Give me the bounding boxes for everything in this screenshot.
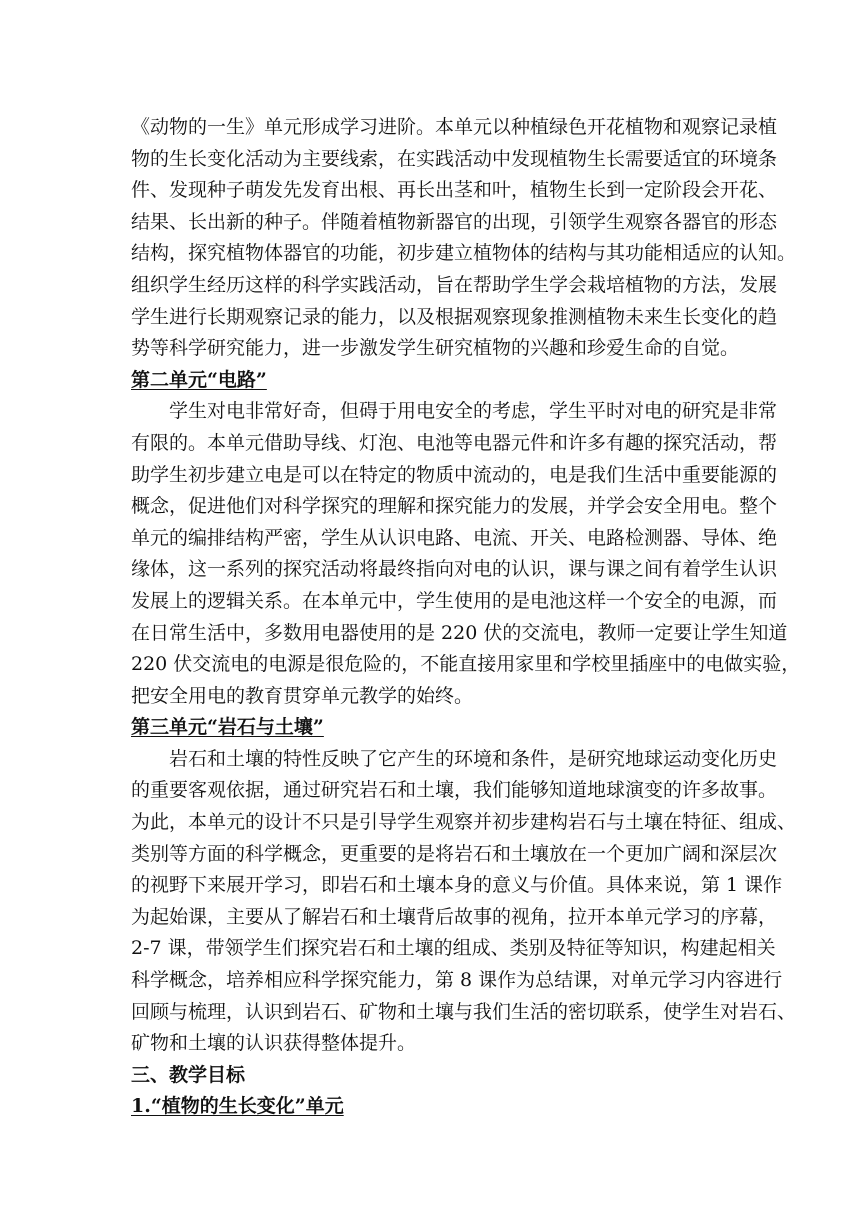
unit2-paragraph [131, 396, 801, 712]
paragraph-line: 2-7 课，带领学生们探究岩石和土壤的组成、类别及特征等知识，构建起相关 [131, 937, 776, 960]
paragraph-line: 结构，探究植物体器官的功能，初步建立植物体的结构与其功能相适应的认知。 [131, 242, 797, 265]
paragraph-line: 为起始课，主要从了解岩石和土壤背后故事的视角，拉开本单元学习的序幕， [131, 905, 778, 928]
paragraph-line: 的重要客观依据，通过研究岩石和土壤，我们能够知道地球演变的许多故事。 [131, 779, 778, 802]
document-body [131, 112, 801, 1123]
paragraph-line: 的视野下来展开学习，即岩石和土壤本身的意义与价值。具体来说，第 1 课作 [131, 874, 783, 897]
paragraph-line: 把安全用电的教育贯穿单元教学的始终。 [131, 684, 474, 707]
intro-paragraph [131, 112, 797, 365]
goal1-heading: 1.“植物的生长变化”单元 [131, 1095, 344, 1118]
paragraph-line: 结果、长出新的种子。伴随着植物新器官的出现，引领学生观察各器官的形态 [131, 210, 778, 233]
paragraph-line: 学生对电非常好奇，但碍于用电安全的考虑，学生平时对电的研究是非常 [169, 400, 778, 423]
paragraph-line: 科学概念，培养相应科学探究能力，第 8 课作为总结课，对单元学习内容进行 [131, 969, 783, 992]
paragraph-line: 岩石和土壤的特性反映了它产生的环境和条件，是研究地球运动变化历史 [169, 747, 778, 770]
paragraph-line: 220 伏交流电的电源是很危险的，不能直接用家里和学校里插座中的电做实验， [131, 653, 801, 676]
paragraph-line: 单元的编排结构严密，学生从认识电路、电流、开关、电路检测器、导体、绝 [131, 526, 778, 549]
paragraph-line: 为此，本单元的设计不只是引导学生观察并初步建构岩石与土壤在特征、组成、 [131, 811, 797, 834]
paragraph-line: 在日常生活中，多数用电器使用的是 220 伏的交流电，教师一定要让学生知道 [131, 621, 788, 644]
paragraph-line: 发展上的逻辑关系。在本单元中，学生使用的是电池这样一个安全的电源，而 [131, 589, 778, 612]
paragraph-line: 组织学生经历这样的科学实践活动，旨在帮助学生学会栽培植物的方法，发展 [131, 273, 778, 296]
paragraph-line: 缘体，这一系列的探究活动将最终指向对电的认识，课与课之间有着学生认识 [131, 558, 778, 581]
section-heading-teaching-goals: 三、教学目标 [131, 1063, 246, 1086]
paragraph-line: 势等科学研究能力，进一步激发学生研究植物的兴趣和珍爱生命的自觉。 [131, 337, 740, 360]
paragraph-line: 矿物和土壤的认识获得整体提升。 [131, 1032, 417, 1055]
paragraph-line: 《动物的一生》单元形成学习进阶。本单元以种植绿色开花植物和观察记录植 [131, 116, 778, 138]
paragraph-line: 助学生初步建立电是可以在特定的物质中流动的，电是我们生活中重要能源的 [131, 463, 778, 486]
paragraph-line: 物的生长变化活动为主要线索，在实践活动中发现植物生长需要适宜的环境条 [131, 147, 778, 170]
unit3-heading: 第三单元“岩石与土壤” [131, 716, 324, 739]
paragraph-line: 有限的。本单元借助导线、灯泡、电池等电器元件和许多有趣的探究活动，帮 [131, 431, 778, 454]
paragraph-line: 回顾与梳理，认识到岩石、矿物和土壤与我们生活的密切联系，使学生对岩石、 [131, 1000, 797, 1023]
paragraph-line: 类别等方面的科学概念，更重要的是将岩石和土壤放在一个更加广阔和深层次 [131, 842, 778, 865]
unit2-heading: 第二单元“电路” [131, 368, 267, 391]
unit3-paragraph [131, 744, 797, 1060]
paragraph-line: 件、发现种子萌发先发育出根、再长出茎和叶，植物生长到一定阶段会开花、 [131, 179, 778, 202]
paragraph-line: 概念，促进他们对科学探究的理解和探究能力的发展，并学会安全用电。整个 [131, 495, 778, 518]
paragraph-line: 学生进行长期观察记录的能力，以及根据观察现象推测植物未来生长变化的趋 [131, 305, 778, 328]
